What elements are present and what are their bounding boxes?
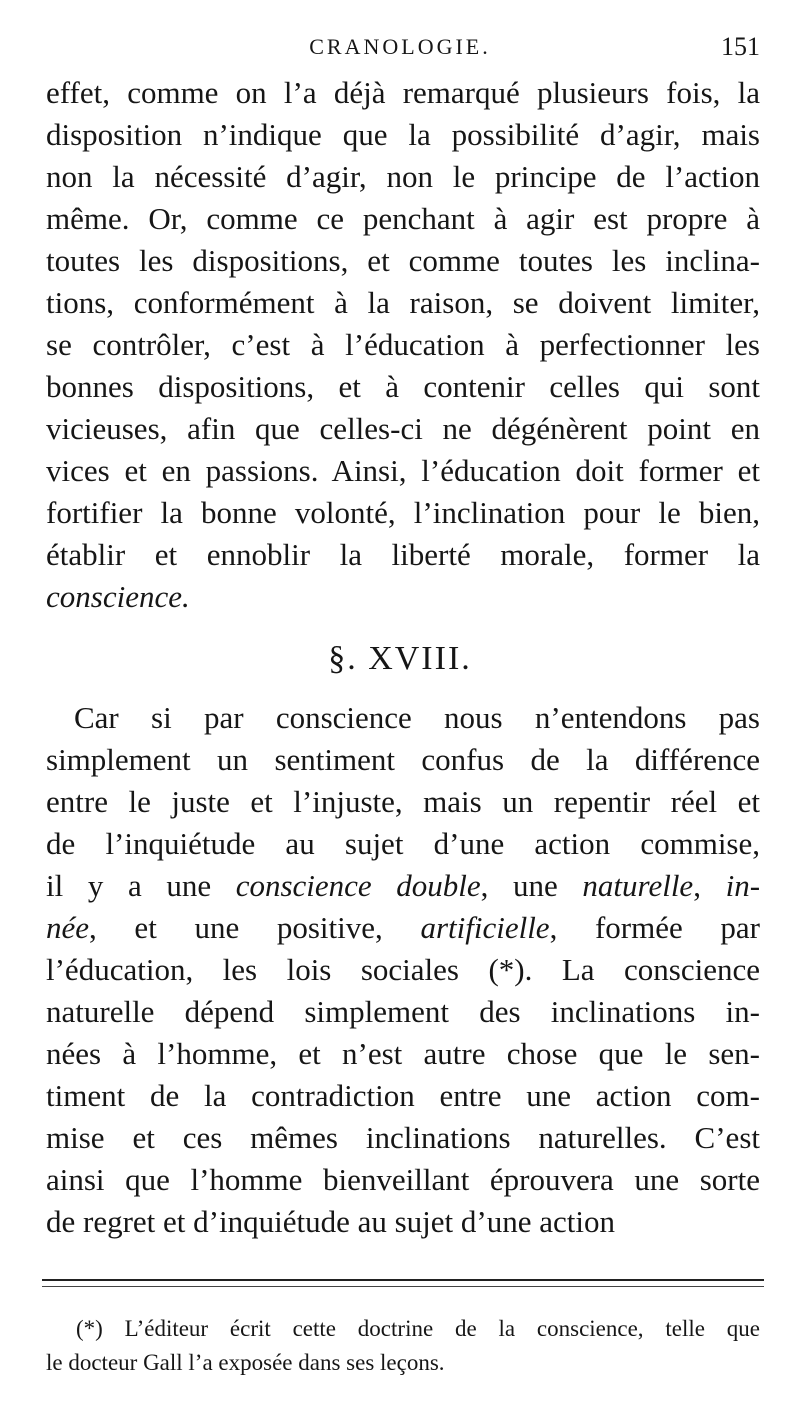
italic-term: in-: [725, 868, 761, 903]
text-line: fortifier la bonne volonté, l’inclination pour le bien,: [46, 495, 760, 530]
text-line: entre le juste et l’injuste, mais un repentir réel et: [46, 784, 760, 819]
text-line: [46, 907, 760, 949]
text-line: [46, 576, 760, 618]
text-line: tions, conformément à la raison, se doivent limiter,: [46, 285, 760, 320]
text-line: non la nécessité d’agir, non le principe de l’action: [46, 159, 760, 194]
text-line: même. Or, comme ce penchant à agir est propre à: [46, 201, 760, 236]
text-line: bonnes dispositions, et à contenir celles qui sont: [46, 369, 760, 404]
page-number: 151: [721, 32, 760, 61]
footnote-rule: [42, 1279, 764, 1281]
text-line: disposition n’indique que la possibilité d’agir, mais: [46, 117, 760, 152]
text-line: l’éducation, les lois sociales (*). La conscience: [46, 952, 760, 987]
running-header: CRANOLOGIE.: [309, 34, 491, 59]
text-line: toutes les dispositions, et comme toutes les inclina-: [46, 243, 760, 278]
text-run: il y a une: [46, 868, 236, 903]
text-line: mise et ces mêmes inclinations naturelles. C’est: [46, 1120, 760, 1155]
text-line: vicieuses, afin que celles-ci ne dégénèrent point en: [46, 411, 760, 446]
text-line: vices et en passions. Ainsi, l’éducation doit former et: [46, 453, 760, 488]
text-line: [46, 865, 760, 907]
footnote-rule-thin: [42, 1286, 764, 1287]
text-line: naturelle dépend simplement des inclinations in-: [46, 994, 760, 1029]
text-line: effet, comme on l’a déjà remarqué plusieurs fois, la: [46, 75, 760, 110]
italic-term: naturelle: [582, 868, 694, 903]
paragraph-continued: [46, 72, 760, 618]
footnote: [46, 1312, 760, 1380]
paragraph-section-18: [46, 697, 760, 1243]
text-line: nées à l’homme, et n’est autre chose que le sen-: [46, 1036, 760, 1071]
footnote-line: le docteur Gall l’a exposée dans ses leçons.: [46, 1350, 445, 1375]
text-run: , une: [480, 868, 583, 903]
text-run: , et une positive,: [89, 910, 421, 945]
section-heading: §. XVIII.: [328, 640, 472, 677]
text-line: de regret et d’inquiétude au sujet d’une action: [46, 1204, 615, 1239]
italic-term: conscience.: [46, 579, 190, 614]
text-line: timent de la contradiction entre une action com-: [46, 1078, 760, 1113]
text-run: , formée par: [549, 910, 760, 945]
text-line: se contrôler, c’est à l’éducation à perfectionner les: [46, 327, 760, 362]
italic-term: née: [46, 910, 90, 945]
text-line: simplement un sentiment confus de la différence: [46, 742, 760, 777]
text-line: ainsi que l’homme bienveillant éprouvera une sorte: [46, 1162, 760, 1197]
text-line: Car si par conscience nous n’entendons pas: [74, 700, 760, 735]
italic-term: conscience double: [235, 868, 481, 903]
text-line: de l’inquiétude au sujet d’une action commise,: [46, 826, 760, 861]
italic-term: artificielle: [420, 910, 550, 945]
footnote-line: (*) L’éditeur écrit cette doctrine de la conscience, telle que: [76, 1316, 760, 1341]
text-run: ,: [693, 868, 726, 903]
text-line: établir et ennoblir la liberté morale, former la: [46, 537, 760, 572]
